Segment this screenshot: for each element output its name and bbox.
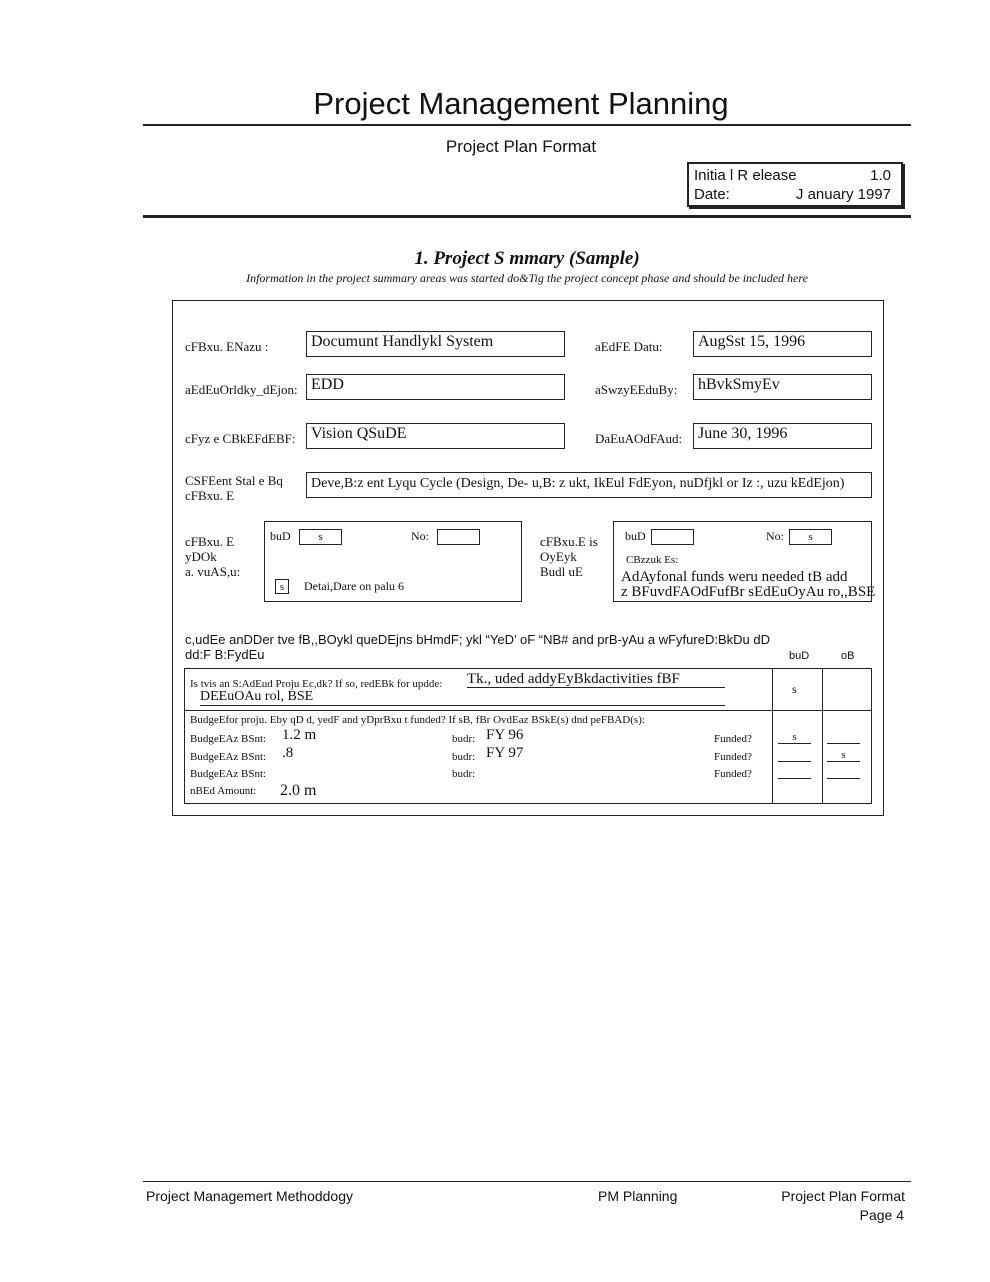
budget-no-checkbox[interactable]: s (789, 529, 832, 545)
prepared-date-label: aEdFE Datu: (595, 339, 663, 354)
budget-row-label: BudgeEAz BSnt: (190, 768, 267, 780)
budget-no-label: No: (766, 529, 784, 543)
project-name-field[interactable]: Documunt Handlykl System (306, 331, 565, 357)
schedule-no-label: No: (411, 529, 429, 543)
schedule-no-checkbox[interactable] (437, 529, 480, 545)
budget-yes-label: buD (625, 529, 646, 543)
release-box (687, 162, 903, 207)
question-1-answer-line-2: DEEuOAu rol, BSE (200, 689, 725, 706)
yes-column-header: buD (789, 650, 810, 662)
no-column-header: oB (841, 650, 855, 662)
budget-label-1: cFBxu.E is (540, 534, 598, 549)
budget-row-label: BudgeEAz BSnt: (190, 733, 267, 745)
schedule-label-2: yDOk (185, 549, 217, 564)
instruction-line-2: dd:F B:FydEu (185, 647, 265, 662)
organization-label: aEdEuOrldky_dEjon: (185, 382, 298, 397)
page-title: Project Management Planning (313, 86, 729, 121)
footer-left: Project Managemert Methoddogy (146, 1188, 353, 1204)
current-stage-field[interactable]: Deve,B:z ent Lyqu Cycle (Design, De- u,B: z ukt, IkEul FdEyon, nuDfjkl or Iz :, uzu kEdEjon) (306, 472, 872, 498)
schedule-yes-checkbox[interactable]: s (299, 529, 342, 545)
budget-row-funded-no[interactable]: s (827, 749, 860, 762)
project-code-field[interactable]: Vision QSuDE (306, 423, 565, 449)
budget-comments-line-1: AdAyfonal funds weru needed tB add (621, 569, 848, 585)
budget-row-funded-label: Funded? (714, 768, 752, 780)
date-value: J anuary 1997 (795, 186, 891, 203)
prepared-by-field[interactable]: hBvkSmyEv (693, 374, 872, 400)
header-rule (143, 124, 911, 126)
due-date-field[interactable]: June 30, 1996 (693, 423, 872, 449)
budget-comments-label: CBzzuk Es: (626, 554, 679, 566)
organization-field[interactable]: EDD (306, 374, 565, 400)
total-amount-label: nBEd Amount: (190, 785, 257, 797)
question-1-text: Is tvis an S:AdEud Proju Ec,dk? If so, redEBk for updde: (190, 678, 443, 690)
page-subtitle: Project Plan Format (445, 137, 597, 156)
prepared-date-field[interactable]: AugSst 15, 1996 (693, 331, 872, 357)
budget-row-funded-yes[interactable] (778, 766, 811, 779)
budget-row-funded-label: Funded? (714, 751, 752, 763)
footer-page: Page 4 (859, 1207, 904, 1223)
table-row-divider (184, 710, 872, 711)
budget-row-label: BudgeEAz BSnt: (190, 751, 267, 763)
budget-row-fy-label: budr: (452, 768, 476, 780)
budget-row-funded-yes[interactable] (778, 749, 811, 762)
project-name-label: cFBxu. ENazu : (185, 339, 269, 354)
section-intro: Information in the project summary areas was started do&Tig the project concept phase and should be included here (246, 271, 808, 285)
budget-row-amount: .8 (282, 745, 294, 761)
budget-yes-checkbox[interactable] (651, 529, 694, 545)
table-col-divider-2 (822, 668, 823, 804)
budget-comments-line-2: z BFuvdFAOdFufBr sEdEuOyAu ro,,BSE (621, 584, 876, 600)
current-stage-label-2: cFBxu. E (185, 488, 235, 503)
budget-row-funded-yes[interactable]: s (778, 731, 811, 744)
budget-row-fy: FY 96 (486, 727, 524, 743)
question-1-answer-line-1: Tk., uded addyEyBkdactivities fBF (467, 671, 725, 688)
due-date-label: DaEuAOdFAud: (595, 431, 683, 446)
project-code-label: cFyz e CBkEFdEBF: (185, 431, 296, 446)
question-1-yes-mark[interactable]: s (792, 682, 797, 696)
schedule-detail-text: Detai,Dare on palu 6 (304, 579, 404, 593)
budget-row-fy: FY 97 (486, 745, 524, 761)
total-amount-value: 2.0 m (280, 782, 317, 799)
budget-row-funded-no[interactable] (827, 731, 860, 744)
prepared-by-label: aSwzyEEduBy: (595, 382, 678, 397)
budget-row-funded-label: Funded? (714, 733, 752, 745)
instruction-line-1: c,udEe anDDer tve fB,,BOykl queDEjns bHmdF; ykl “YeD’ oF “NB# and prB-yAu a wFyfureD:BkDu dD (185, 632, 770, 647)
header-bottom-rule (143, 215, 911, 218)
budget-row-fy-label: budr: (452, 733, 476, 745)
budget-row-funded-no[interactable] (827, 766, 860, 779)
schedule-label-3: a. vuAS,u: (185, 564, 241, 579)
release-label: Initia l R elease (694, 167, 797, 184)
question-2-text: BudgeEfor proju. Eby qD d, yedF and yDprBxu t funded? If sB, fBr OvdEaz BSkE(s) dnd peFBAD(s): (190, 714, 645, 726)
table-col-divider-1 (772, 668, 773, 804)
current-stage-label: CSFEent Stal e Bq (185, 473, 283, 488)
schedule-detail-checkbox[interactable]: s (275, 579, 289, 594)
section-title: 1. Project S mmary (Sample) (414, 248, 640, 269)
schedule-label-1: cFBxu. E (185, 534, 235, 549)
date-label: Date: (694, 186, 730, 203)
budget-row-amount: 1.2 m (282, 727, 317, 743)
footer-rule (143, 1181, 911, 1182)
budget-row-fy-label: budr: (452, 751, 476, 763)
footer-right: Project Plan Format (781, 1188, 905, 1204)
schedule-yes-label: buD (270, 529, 291, 543)
budget-label-2: OyEyk (540, 549, 577, 564)
footer-center: PM Planning (598, 1188, 678, 1204)
release-value: 1.0 (870, 167, 891, 184)
budget-label-3: Budl uE (540, 564, 583, 579)
